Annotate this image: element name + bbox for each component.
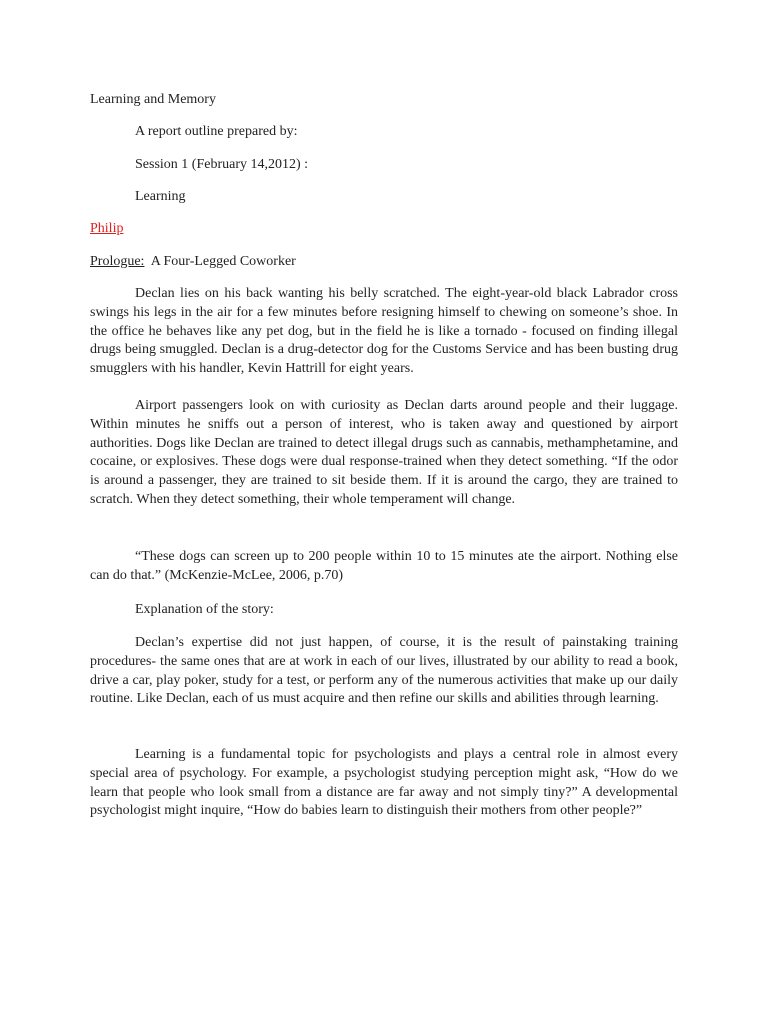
paragraph-5: Declan’s expertise did not just happen, of course, it is the result of painstaking training procedures- the same ones that are at work in each of our lives, illustrated by our ability to read a book, drive a car, play poker, study for a test, or perform any of the numerous activities that make up our daily routine. Like Declan, each of us must acquire and then refine our skills and abilities through learning. — [90, 635, 678, 707]
paragraph-4: Explanation of the story: — [135, 602, 274, 617]
prologue-label: Prologue: — [90, 254, 145, 269]
paragraph-1: Declan lies on his back wanting his belly scratched. The eight-year-old black Labrador cross swings his legs in the air for a few minutes before resigning himself to chewing on someone’s shoe. In the office he behaves like any pet dog, but in the field he is like a tornado - focused on finding illegal drugs being smuggled. Declan is a drug-detector dog for the Customs Service and has been busting drug smugglers with his handler, Kevin Hattrill for eight years. — [90, 286, 678, 377]
author-name: Philip — [90, 221, 124, 236]
prologue-heading — [90, 253, 296, 271]
prologue-title: A Four-Legged Coworker — [150, 254, 296, 269]
topic-line: Learning — [135, 189, 186, 204]
document-title: Learning and Memory — [90, 92, 216, 107]
outline-line: A report outline prepared by: — [135, 124, 298, 139]
session-line: Session 1 (February 14,2012) : — [135, 157, 309, 172]
paragraph-2: Airport passengers look on with curiosity as Declan darts around people and their luggage. Within minutes he sniffs out a person of interest, who is taken away and questioned by airport authorities. Dogs like Declan are trained to detect illegal drugs such as cannabis, methamphetamine, and cocaine, or explosives. These dogs were dual response-trained when they detect something. “If the odor is around a passenger, they are trained to sit beside them. If it is around the cargo, they are trained to scratch. When they detect something, their whole temperament will change. — [90, 398, 678, 507]
paragraph-6: Learning is a fundamental topic for psychologists and plays a central role in almost every special area of psychology. For example, a psychologist studying perception might ask, “How do we learn that people who look small from a distance are far away and not simply tiny?” A developmental psychologist might inquire, “How do babies learn to distinguish their mothers from other people?” — [90, 747, 678, 819]
paragraph-3: “These dogs can screen up to 200 people within 10 to 15 minutes ate the airport. Nothing else can do that.” (McKenzie-McLee, 2006, p.70) — [90, 549, 678, 583]
